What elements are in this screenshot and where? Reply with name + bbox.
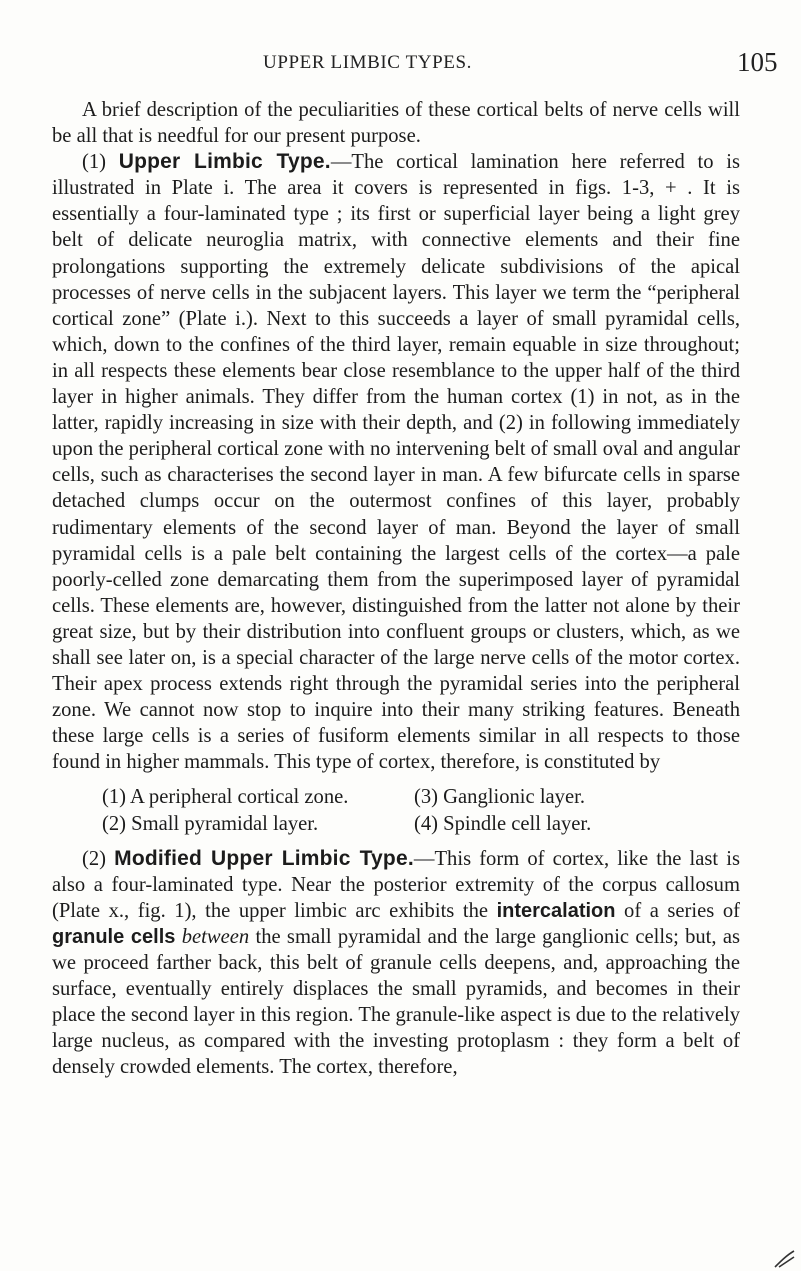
list-item: (1) A peripheral cortical zone.	[102, 786, 349, 809]
section-upper-limbic-type	[52, 149, 740, 775]
page-corner-mark-icon	[773, 1249, 795, 1269]
italic-term: between	[181, 925, 250, 948]
section-heading: Modified Upper Limbic Type.	[114, 846, 414, 870]
section-number: (2)	[82, 847, 107, 870]
layer-list	[52, 784, 740, 836]
section-number: (1)	[82, 151, 107, 174]
list-item: (3) Ganglionic layer.	[414, 786, 585, 809]
section-text: —The cortical lamination here referred to is illustrated in Plate i. The area it covers is represented in figs. 1-3, + . It is essentially a four-laminated type ; its first or superficial layer being a light grey belt of delicate neuroglia matrix, with connective elements and their fine prolongations supporting the extremely delicate subdivisions of the apical processes of nerve cells in the subjacent layers. This layer we term the “peripheral cortical zone” (Plate i.). Next to this succeeds a layer of small pyramidal cells, which, down to the confines of the third layer, remain equable in size throughout; in all respects these elements bear close resemblance to the upper half of the third layer in higher animals. They differ from the human cortex (1) in not, as in the latter, rapidly increasing in size with their depth, and (2) in following immediately upon the peripheral cortical zone with no intervening belt of small oval and angular cells, such as characterises the second layer in man. A few bifurcate cells in sparse detached clumps occur on the outermost confines of this layer, probably rudimentary elements of the second layer of man. Beyond the layer of small pyramidal cells is a pale belt containing the largest cells of the cortex—a pale poorly-celled zone demarcating them from the superimposed layer of pyramidal cells. These elements are, however, distinguished from the latter not alone by their great size, but by their distribution into confluent groups or clusters, which, as we shall see later on, is a special character of the large nerve cells of the motor cortex. Their apex process extends right through the pyramidal series into the peripheral zone. We cannot now stop to inquire into their many striking features. Beneath these large cells is a series of fusiform elements similar in all respects to those found in higher mammals. This type of cortex, therefore, is constituted by	[52, 151, 740, 774]
page-body	[52, 97, 740, 1080]
intro-paragraph: A brief description of the peculiarities of these cortical belts of nerve cells will be all that is needful for our present purpose.	[52, 99, 740, 148]
section-modified-upper-limbic-type	[52, 846, 740, 1081]
list-item: (2) Small pyramidal layer.	[102, 812, 319, 835]
running-title: UPPER LIMBIC TYPES.	[263, 52, 473, 73]
section-text: —This form of cortex, like the last is also a four-laminated type. Near the posterior extremity of the corpus callosum (Plate x., fig. 1), the upper limbic arc exhibits the	[52, 847, 740, 922]
section-text: the small pyramidal and the large ganglionic cells; but, as we proceed farther back, this belt of granule cells deepens, and, approaching the surface, eventually entirely displaces the small pyramids, and becomes in their place the second layer in this region. The granule-like aspect is due to the relatively large nucleus, as compared with the investing protoplasm : they form a belt of densely crowded elements. The cortex, therefore,	[52, 925, 740, 1079]
section-heading: Upper Limbic Type.	[118, 150, 331, 174]
page-number: 105	[737, 47, 778, 77]
emphasized-term: granule cells	[52, 925, 176, 948]
list-item: (4) Spindle cell layer.	[414, 812, 592, 835]
emphasized-term: intercalation	[496, 899, 616, 922]
section-text: of a series of	[615, 899, 740, 922]
